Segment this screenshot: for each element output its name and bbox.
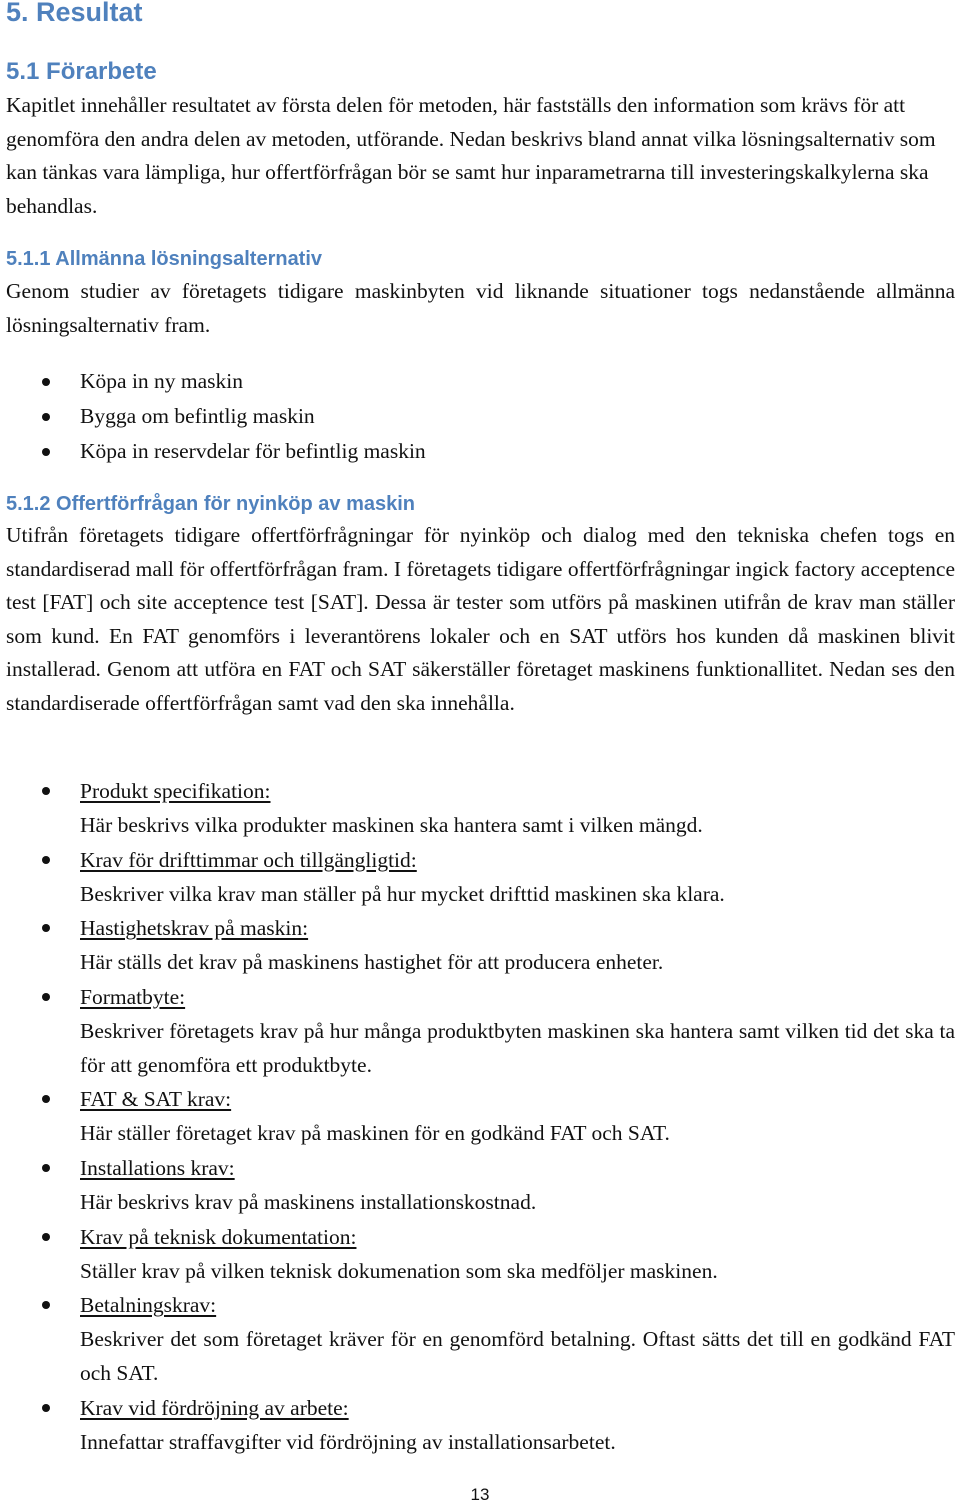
- list-item-text: Bygga om befintlig maskin: [80, 404, 315, 428]
- section-heading-allmanna: 5.1.1 Allmänna lösningsalternativ: [6, 248, 323, 270]
- list-item: [0, 1082, 955, 1150]
- bullet-icon: [42, 787, 50, 795]
- list-item: [0, 434, 426, 469]
- bullet-icon: [42, 1301, 50, 1309]
- forarbete-paragraph: Kapitlet innehåller resultatet av första delen för metoden, här fastställs den information som krävs för att genomföra den andra delen av metoden, utförande. Nedan beskrivs bland annat vilka lösningsalternativ som kan tänkas vara lämpliga, hur offertförfrågan bör se samt hur inparametrarna till investeringskalkylerna ska behandlas.: [6, 93, 936, 218]
- list-item-term: Produkt specifikation:: [80, 779, 271, 803]
- list-item: [0, 399, 426, 434]
- bullet-icon: [42, 378, 50, 386]
- bullet-icon: [42, 924, 50, 932]
- list-item: [0, 1151, 955, 1219]
- list-item-term: Krav för drifttimmar och tillgängligtid:: [80, 847, 417, 872]
- section-heading-forarbete: 5.1 Förarbete: [6, 58, 157, 85]
- bullet-icon: [42, 1233, 50, 1241]
- chapter-heading: 5. Resultat: [6, 0, 143, 27]
- list-item: [0, 774, 955, 842]
- list-item-term: Krav vid fördröjning av arbete:: [80, 1395, 349, 1420]
- list-item: [0, 980, 955, 1082]
- bullet-icon: [42, 993, 50, 1001]
- list-item: [0, 1288, 955, 1390]
- section-heading-offert: 5.1.2 Offertförfrågan för nyinköp av maskin: [6, 493, 415, 515]
- list-item-description: Beskriver det som företaget kräver för en genomförd betalning. Oftast sätts det till en godkänd FAT och SAT.: [80, 1327, 955, 1386]
- list-item-term: Betalningskrav:: [80, 1293, 217, 1318]
- list-item-term: Formatbyte:: [80, 984, 186, 1009]
- list-item-text: Köpa in ny maskin: [80, 369, 244, 393]
- list-item-description: Här ställer företaget krav på maskinen för en godkänd FAT och SAT.: [80, 1121, 670, 1146]
- list-item-description: Innefattar straffavgifter vid fördröjning av installationsarbetet.: [80, 1429, 616, 1454]
- list-item-description: Här ställs det krav på maskinens hastighet för att producera enheter.: [80, 950, 664, 975]
- list-item-text: Köpa in reservdelar för befintlig maskin: [80, 439, 426, 463]
- list-item: [0, 1391, 955, 1459]
- list-item-term: Krav på teknisk dokumentation:: [80, 1224, 357, 1249]
- list-item-description: Här beskrivs vilka produkter maskinen ska hantera samt i vilken mängd.: [80, 813, 703, 837]
- offert-paragraph: Utifrån företagets tidigare offertförfrågningar för nyinköp och dialog med den tekniska chefen togs en standardiserad mall för offertförfrågan fram. I företagets tidigare offertförfrågningar ingick factory acceptence test [FAT] och site acceptence test [SAT]. Dessa är tester som utförs på maskinen utifrån de krav man ställer som kund. En FAT genomförs i leverantörens lokaler och en SAT utförs hos kunden då maskinen blivit installerad. Genom att utföra en FAT och SAT säkerställer företaget maskinens funktionallitet. Nedan ses den standardiserade offertförfrågan samt vad den ska innehålla.: [6, 523, 955, 715]
- allmanna-paragraph: Genom studier av företagets tidigare maskinbyten vid liknande situationer togs nedanstående allmänna lösningsalternativ fram.: [6, 279, 955, 337]
- list-item-description: Beskriver vilka krav man ställer på hur mycket drifttid maskinen ska klara.: [80, 881, 725, 906]
- bullet-icon: [42, 1164, 50, 1172]
- quotation-requirements-list: [0, 774, 955, 1459]
- list-item-term: Installations krav:: [80, 1155, 235, 1180]
- bullet-icon: [42, 413, 50, 421]
- list-item: [0, 364, 426, 399]
- list-item-term: Hastighetskrav på maskin:: [80, 916, 309, 941]
- list-item-description: Här beskrivs krav på maskinens installationskostnad.: [80, 1189, 537, 1214]
- bullet-icon: [42, 1404, 50, 1412]
- list-item-description: Ställer krav på vilken teknisk dokumenation som ska medföljer maskinen.: [80, 1258, 718, 1283]
- list-item: [0, 911, 955, 979]
- list-item-term: FAT & SAT krav:: [80, 1087, 232, 1112]
- list-item: [0, 1220, 955, 1288]
- bullet-icon: [42, 1095, 50, 1103]
- list-item: [0, 843, 955, 911]
- solution-alternatives-list: [0, 364, 426, 469]
- bullet-icon: [42, 856, 50, 864]
- list-item-description: Beskriver företagets krav på hur många produktbyten maskinen ska hantera samt vilken tid det ska ta för att genomföra ett produktbyte.: [80, 1018, 955, 1077]
- bullet-icon: [42, 448, 50, 456]
- page-number: 13: [470, 1485, 490, 1504]
